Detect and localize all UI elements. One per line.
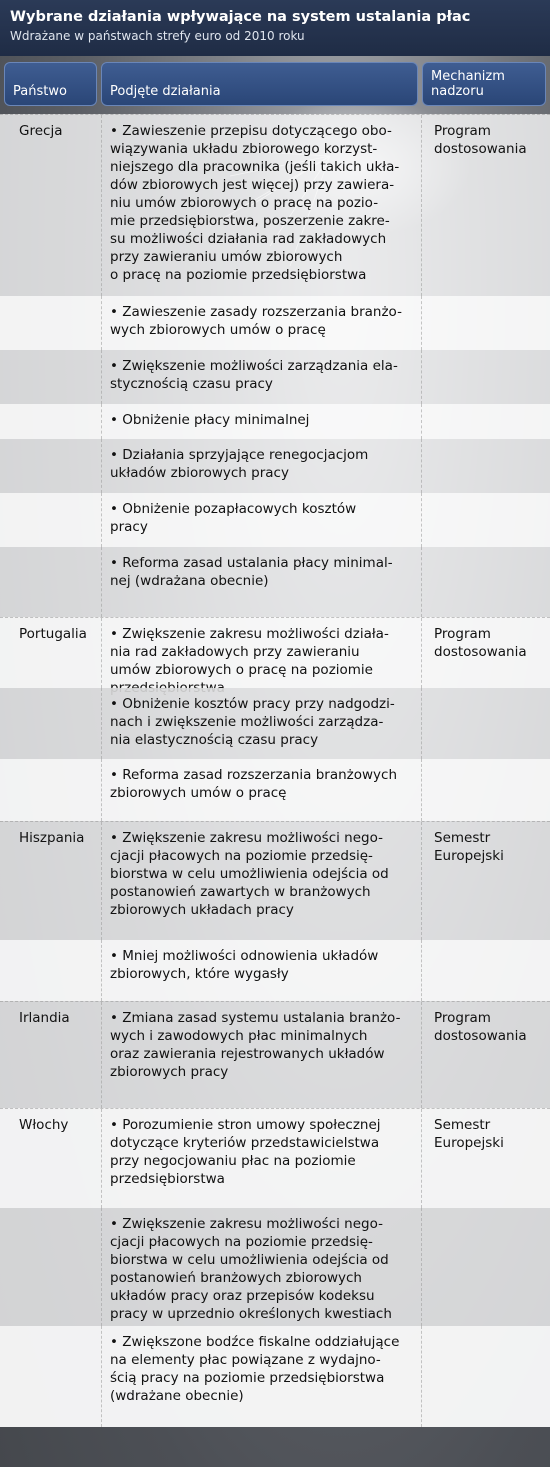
action-cell: • Zwiększone bodźce fiskalne oddziałujące na elementy płac powiązane z wydajno- ścią pracy na poziomie przedsiębiorstwa (wdrażane obecnie) — [101, 1326, 422, 1427]
measures-table — [0, 114, 550, 1427]
country-cell — [0, 940, 101, 1001]
page-title: Wybrane działania wpływające na system ustalania płac — [10, 9, 471, 25]
action-cell: • Zawieszenie przepisu dotyczącego obo- wiązywania układu zbiorowego korzyst- niejszego dla pracownika (jeśli takich ukła- dów zbiorowych jest więcej) przy zawiera- niu umów zbiorowych o pracę na pozio- mie przedsiębiorstwa, poszerzenie zakre- su możliwości działania rad zakładowych przy zawieraniu umów zbiorowych o pracę na poziomie przedsiębiorstwa — [101, 115, 422, 296]
mechanism-cell: Semestr Europejski — [434, 1117, 504, 1151]
country-cell — [0, 759, 101, 821]
table-row — [0, 547, 550, 617]
column-header-country: Państwo — [4, 62, 97, 106]
mechanism-cell — [422, 493, 550, 547]
country-cell — [0, 439, 101, 493]
table-row — [0, 617, 550, 688]
mechanism-cell — [422, 759, 550, 821]
action-cell: • Porozumienie stron umowy społecznej dotyczące kryteriów przedstawicielstwa przy negocjowaniu płac na poziomie przedsiębiorstwa — [101, 1109, 422, 1208]
mechanism-cell — [422, 350, 550, 404]
mechanism-cell — [422, 1326, 550, 1427]
action-cell: • Zwiększenie zakresu możliwości działa- nia rad zakładowych przy zawieraniu umów zbiorowych o pracę na poziomie — [101, 618, 422, 688]
country-cell: Grecja — [19, 123, 63, 139]
country-cell: Irlandia — [19, 1010, 70, 1026]
mechanism-cell: Program dostosowania — [434, 123, 527, 157]
country-cell — [0, 350, 101, 404]
column-header-mechanism: Mechanizm nadzoru — [422, 62, 546, 106]
country-cell — [0, 296, 101, 350]
country-cell — [0, 688, 101, 759]
table-row — [0, 940, 550, 1001]
mechanism-cell: Program dostosowania — [434, 626, 527, 660]
table-row — [0, 821, 550, 940]
table-row — [0, 439, 550, 493]
table-row — [0, 350, 550, 404]
action-cell: • Zawieszenie zasady rozszerzania branżo- wych zbiorowych umów o pracę — [101, 296, 422, 350]
action-cell: • Obniżenie płacy minimalnej — [101, 404, 422, 439]
action-cell: • Mniej możliwości odnowienia układów zbiorowych, które wygasły — [101, 940, 422, 1001]
action-cell: • Reforma zasad rozszerzania branżowych zbiorowych umów o pracę — [101, 759, 422, 821]
table-row — [0, 296, 550, 350]
mechanism-cell: Program dostosowania — [434, 1010, 527, 1044]
table-row — [0, 688, 550, 759]
column-header-actions: Podjęte działania — [101, 62, 418, 106]
table-row — [0, 404, 550, 439]
table-row — [0, 493, 550, 547]
table-row — [0, 114, 550, 296]
mechanism-cell — [422, 688, 550, 759]
table-row — [0, 1108, 550, 1208]
mechanism-cell: Semestr Europejski — [434, 830, 504, 864]
action-cell: • Zwiększenie możliwości zarządzania ela- stycznością czasu pracy — [101, 350, 422, 404]
mechanism-cell — [422, 547, 550, 617]
mechanism-cell — [422, 296, 550, 350]
country-cell — [0, 493, 101, 547]
action-cell: • Zwiększenie zakresu możliwości nego- cjacji płacowych na poziomie przedsię- biorstwa w celu umożliwienia odejścia od postanowień branżowych zbiorowych układów pracy oraz przepisów kodeksu pracy w uprzednio określonych kwestiach — [101, 1208, 422, 1326]
mechanism-cell — [422, 940, 550, 1001]
country-cell: Włochy — [19, 1117, 69, 1133]
table-area — [0, 56, 550, 1467]
country-cell — [0, 547, 101, 617]
country-cell — [0, 1208, 101, 1326]
mechanism-cell — [422, 404, 550, 439]
table-row — [0, 1001, 550, 1108]
table-header — [0, 56, 550, 114]
country-cell — [0, 1326, 101, 1427]
country-cell — [0, 404, 101, 439]
country-cell: Portugalia — [19, 626, 87, 642]
mechanism-cell — [422, 439, 550, 493]
action-cell: • Działania sprzyjające renegocjacjom układów zbiorowych pracy — [101, 439, 422, 493]
action-cell: • Obniżenie pozapłacowych kosztów pracy — [101, 493, 422, 547]
page-subtitle: Wdrażane w państwach strefy euro od 2010 roku — [10, 29, 305, 43]
action-cell: • Zwiększenie zakresu możliwości nego- cjacji płacowych na poziomie przedsię- biorstwa w celu umożliwienia odejścia od postanowień zawartych w branżowych zbiorowych układach pracy — [101, 822, 422, 940]
action-cell: • Zmiana zasad systemu ustalania branżo- wych i zawodowych płac minimalnych oraz zawierania rejestrowanych układów zbiorowych pracy — [101, 1002, 422, 1108]
country-cell: Hiszpania — [19, 830, 85, 846]
mechanism-cell — [422, 1208, 550, 1326]
table-row — [0, 1326, 550, 1427]
action-cell: • Obniżenie kosztów pracy przy nadgodzi- nach i zwiększenie możliwości zarządza- nia elastycznością czasu pracy — [101, 688, 422, 759]
action-cell: • Reforma zasad ustalania płacy minimal- nej (wdrażana obecnie) — [101, 547, 422, 617]
table-row — [0, 1208, 550, 1326]
table-row — [0, 759, 550, 821]
title-banner — [0, 0, 550, 56]
